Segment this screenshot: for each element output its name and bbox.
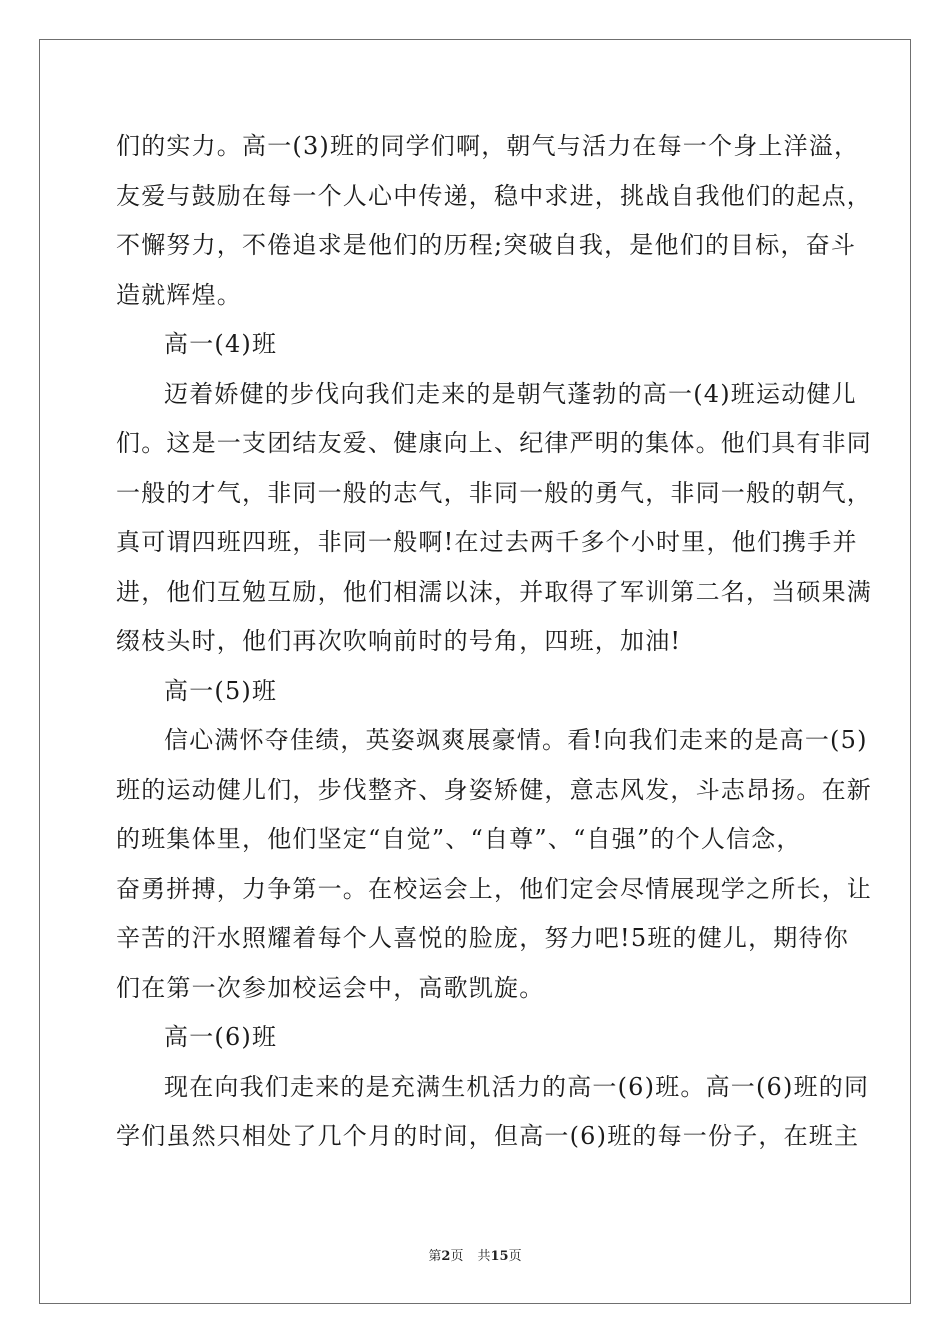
document-body	[116, 122, 872, 1162]
text-line: 不懈努力，不倦追求是他们的历程;突破自我，是他们的目标，奋斗	[116, 231, 857, 259]
text-line: 造就辉煌。	[116, 280, 242, 309]
text-line: 信心满怀夺佳绩，英姿飒爽展豪情。看!向我们走来的是高一(5)	[164, 726, 868, 754]
section-heading-class-4: 高一(4)班	[164, 330, 278, 358]
page-prefix: 第	[428, 1249, 442, 1264]
text-line: 进，他们互勉互励，他们相濡以沫，并取得了军训第二名，当硕果满	[116, 577, 872, 606]
text-line: 们在第一次参加校运会中，高歌凯旋。	[116, 973, 545, 1002]
text-line: 学们虽然只相处了几个月的时间，但高一(6)班的每一份子，在班主	[116, 1122, 860, 1150]
total-prefix: 共	[477, 1249, 491, 1264]
total-suffix: 页	[508, 1249, 522, 1264]
text-line: 班的运动健儿们，步伐整齐、身姿矫健，意志风发，斗志昂扬。在新	[116, 775, 872, 804]
total-pages: 15	[490, 1249, 509, 1264]
text-line: 辛苦的汗水照耀着每个人喜悦的脸庞，努力吧!5班的健儿，期待你	[116, 924, 849, 952]
text-line: 友爱与鼓励在每一个人心中传递，稳中求进，挑战自我他们的起点，	[116, 181, 872, 210]
page-suffix: 页	[450, 1249, 464, 1264]
text-line: 现在向我们走来的是充满生机活力的高一(6)班。高一(6)班的同	[164, 1072, 870, 1101]
text-line: 真可谓四班四班，非同一般啊!在过去两千多个小时里，他们携手并	[116, 528, 858, 556]
text-line: 奋勇拼搏，力争第一。在校运会上，他们定会尽情展现学之所长，让	[116, 874, 872, 903]
section-heading-class-6: 高一(6)班	[164, 1023, 278, 1051]
section-heading-class-5: 高一(5)班	[164, 676, 278, 705]
text-line: 缀枝头时，他们再次吹响前时的号角，四班，加油!	[116, 627, 682, 655]
text-line: 们的实力。高一(3)班的同学们啊，朝气与活力在每一个身上洋溢，	[116, 132, 860, 160]
page-number: 2	[441, 1249, 451, 1264]
text-line: 的班集体里，他们坚定“自觉”、“自尊”、“自强”的个人信念，	[116, 825, 802, 853]
text-line: 一般的才气，非同一般的志气，非同一般的勇气，非同一般的朝气，	[116, 478, 872, 507]
text-line: 迈着娇健的步伐向我们走来的是朝气蓬勃的高一(4)班运动健儿	[164, 379, 857, 408]
page-footer	[0, 1245, 950, 1264]
text-line: 们。这是一支团结友爱、健康向上、纪律严明的集体。他们具有非同	[116, 429, 872, 457]
